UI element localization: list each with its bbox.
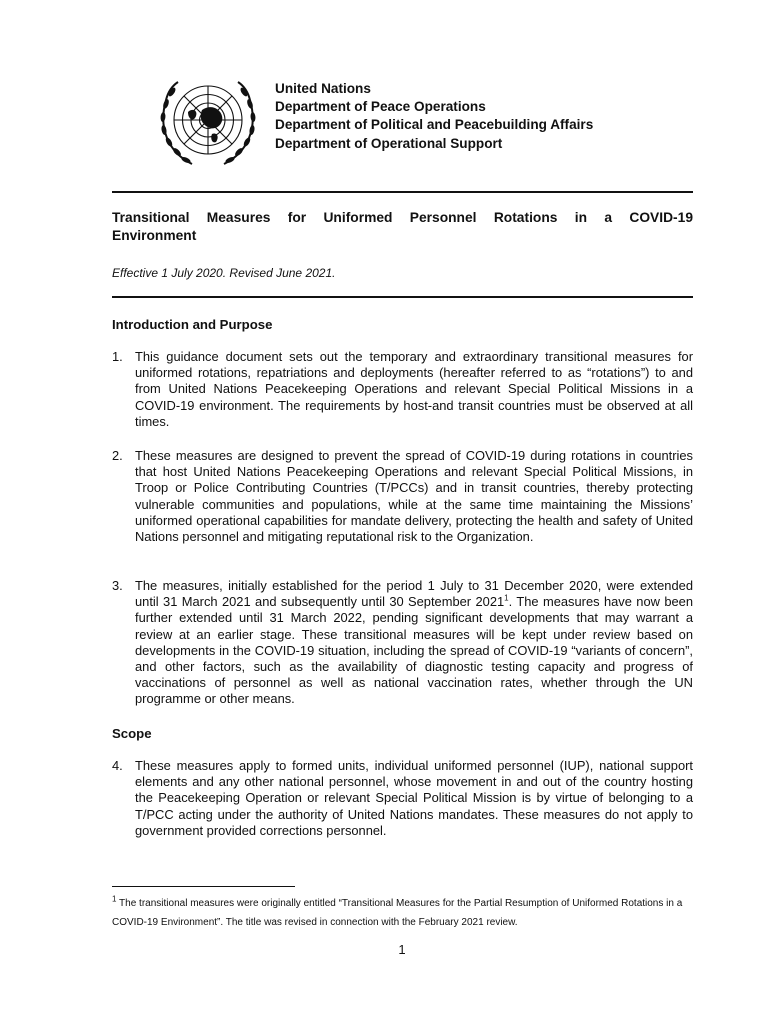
un-emblem-logo (152, 72, 264, 172)
paragraph-text: These measures are designed to prevent the spread of COVID-19 during rotations in countries that host United Nations Peacekeeping Operations and relevant Special Political Missions, in Troop or Police Contributing Countries (T/PCCs) and in transit countries, thereby protecting vulnerable communities and populations, while at the same time maintaining the Missions’ uniformed operational capabilities for mandate delivery, protecting the health and safety of United Nations personnel and mitigating reputational risk to the Organization. (135, 448, 693, 545)
header-line-un: United Nations (275, 81, 371, 96)
title-line-1: Transitional Measures for Uniformed Personnel Rotations in a COVID-19 (112, 210, 693, 225)
section-heading-intro: Introduction and Purpose (112, 317, 273, 332)
paragraph-text-a: The measures, initially established for the period 1 July to 31 December 2020, were extended until 31 March 2021 and subsequently until 30 September 2021 (135, 578, 693, 610)
page-number: 1 (398, 942, 406, 957)
paragraph-text: These measures apply to formed units, individual uniformed personnel (IUP), national support elements and any other national personnel, whose movement in and out of the country hosting the Peacekeeping Operation or relevant Special Political Mission is by virtue of belonging to a T/PCC acting under the authority of United Nations mandates. These measures do not apply to government provided corrections personnel. (135, 758, 693, 838)
footnote-marker: 1 (112, 894, 117, 904)
document-title (112, 209, 693, 245)
paragraph-4 (112, 758, 693, 839)
paragraph-3 (112, 578, 693, 708)
paragraph-text (135, 578, 693, 708)
paragraph-number: 3. (112, 578, 123, 593)
organization-header (275, 80, 593, 153)
footnote-reference[interactable]: 1 (504, 593, 509, 603)
title-divider (112, 296, 693, 298)
header-line-dpo: Department of Peace Operations (275, 99, 486, 115)
top-divider (112, 191, 693, 193)
footnote-divider (112, 886, 295, 887)
paragraph-2 (112, 448, 693, 545)
header-line-dos: Department of Operational Support (275, 135, 503, 151)
title-line-2: Environment (112, 228, 197, 243)
paragraph-text: This guidance document sets out the temporary and extraordinary transitional measures for uniformed rotations, repatriations and deployments (hereafter referred to as “rotations”) to and from United Nations Peacekeeping Operations and relevant Special Political Missions in a COVID-19 environment. The requirements by host-and transit countries must be observed at all times. (135, 349, 693, 429)
paragraph-number: 2. (112, 448, 123, 463)
paragraph-number: 1. (112, 349, 123, 364)
paragraph-text-b: . The measures have now been further extended until 31 March 2022, pending significant developments that may warrant a review at an earlier stage. These transitional measures will be kept under review based on developments in the COVID-19 situation, including the spread of COVID-19 “variants of concern”, and other factors, such as the availability of diagnostic testing capacity and progress of vaccinations of personnel as well as national vaccination rates, whether through the UN programme or other means. (135, 594, 694, 707)
paragraph-1 (112, 349, 693, 430)
effective-date: Effective 1 July 2020. Revised June 2021. (112, 266, 336, 280)
header-line-dppa: Department of Political and Peacebuilding Affairs (275, 117, 594, 133)
paragraph-number: 4. (112, 758, 123, 773)
section-heading-scope: Scope (112, 726, 152, 741)
footnote (112, 894, 693, 932)
footnote-text: The transitional measures were originally entitled “Transitional Measures for the Partial Resumption of Uniformed Rotations in a COVID-19 Environment”. The title was revised in connection with the February 2021 review. (112, 898, 683, 928)
